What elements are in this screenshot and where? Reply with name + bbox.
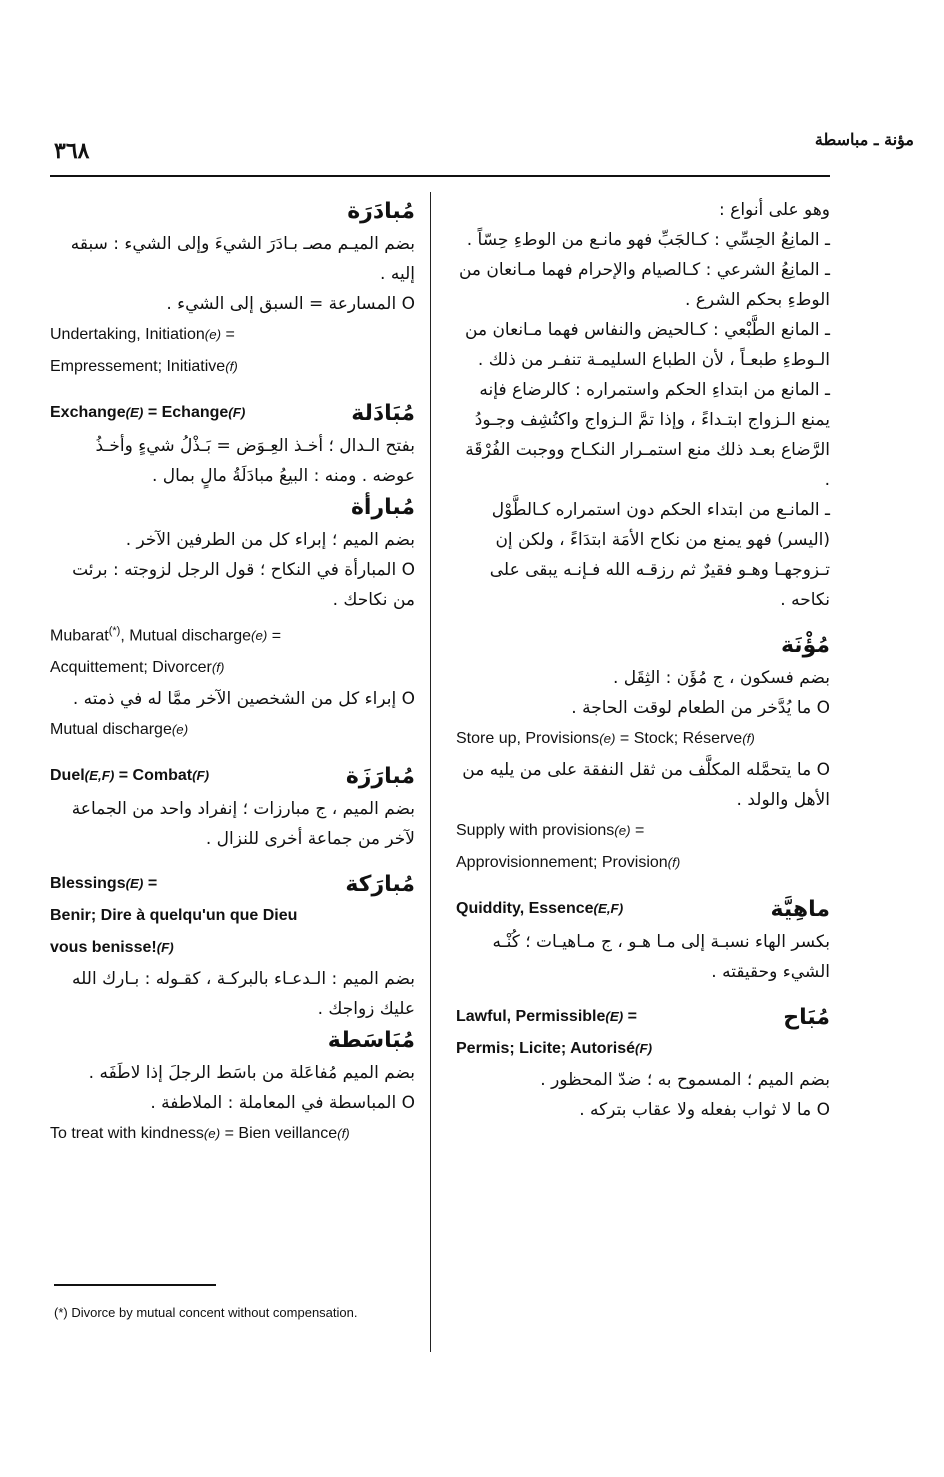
headword-mubasata: مُبَاسَطة [327,1028,415,1054]
gloss: بضم الميم ؛ إبراء كل من الطرفين الآخر . [125,530,415,550]
paragraph: ـ المانـع من ابتداء الحكم دون استمراره كـالطَّوْل (اليسر) فهو يمنع من نكاح الأمَة ابتدَاءً ، ولكن إن تـزوجهـا وهـو فقيرٌ ثم رزقـه الله فـإنـه يبقى على نكاحه . [489,500,830,610]
gloss: بضم الميم ، ج مبارزات ؛ إنفراد واحد من الجماعة لآخر من جماعة أخرى للنزال . [71,799,415,850]
running-title: مؤنة ـ مباسطة [814,130,914,149]
gloss: بضم فسكون ، ج مُؤَن : الثِقَل . [612,668,830,688]
french-equivalent: Benir; Dire à quelqu'un que Dieu [50,907,298,925]
french-equivalent: Acquittement; Divorcer(f) [50,659,225,677]
headword-muna: مُؤْنَة [780,633,830,658]
headword-mubadara: مُبادَرَة [347,199,415,224]
english-equivalent: Mubarat(*), Mutual discharge(e) = [50,625,282,645]
entry-mubadala [50,397,415,431]
french-equivalent: Empressement; Initiative(f) [50,358,238,375]
footnote-rule [54,1284,216,1286]
paragraph: ـ المانِعُ الشرعي : كـالصيام والإحرام فهما مـانعان من الوطءِ بحكم الشرع . [458,260,830,310]
paragraph: ـ المانع من ابتداءِ الحكم واستمراره : كالرضاع فإنه يمنع الـزواج ابتـداءً ، وإذا تمَّ الـزواج واكتُشِف وجـودُ الرَّضاع بعـد ذلك منع استمـرار النكـاح ووجبت الفُرْقَة . [465,380,830,490]
headword-mubadala: مُبَادَلة [351,401,415,426]
headword-mubaraa: مُبارأة [350,495,415,520]
footnote: (*) Divorce by mutual concent without compensation. [54,1305,358,1320]
definition: O ما يتحمَّله المكلَّف من ثقل النفقة على من يليه من الأهل والولد . [456,755,830,815]
gloss: بفتح الـدال ؛ أخـذ العِـوَض = بَـذْلُ شيءٍ وأخـذُ عوضه . ومنه : البيعُ مبادَلَةُ مالٍ بمال . [95,436,415,486]
definition: O المباسطة في المعاملة : الملاطفة . [50,1088,415,1118]
entry-mubah [456,1001,830,1065]
paragraph: ـ المانع الطَّبْعي : كـالحيض والنفاس فهما مـانعان من الـوطءِ طبعـاً ، لأن الطباع السليمـة تنفـر من ذلك . [465,320,830,370]
english-equivalent: Blessings(E) = [50,875,158,893]
english-equivalent: Lawful, Permissible(E) = [456,1008,637,1025]
gloss: بضم الميم مُفاعَلة من باسَط الرجلَ إذا لاطَفَه . [88,1063,415,1084]
gloss: بضم الميم : الـدعـاء بالبركـة ، كقـوله : بـارك الله عليك زواجك . [72,969,415,1020]
headword-mubah: مُبَاح [783,1005,830,1030]
definition: O المبارأة في النكاح ؛ قول الرجل لزوجته : برئت من نكاحك . [50,555,415,615]
definition: O المسارعة = السبق إلى الشيء . [50,289,415,319]
gloss: بضم الميم ؛ المسموح به ؛ ضدّ المحظور . [540,1070,830,1090]
french-equivalent: Permis; Licite; Autorisé(F) [456,1040,653,1057]
entry-mubaraka [50,868,415,964]
paragraph: ـ المانِعُ الحِسِّي : كـالجَبِّ فهو مانـع من الوطءِ حِسّاً . [466,230,830,250]
headword-mubaraza: مُبارَزَة [345,764,415,790]
definition: O إبراء كل من الشخصين الآخر ممَّا له في ذمته . [50,684,415,714]
english-equivalent: Supply with provisions(e) = [456,822,645,839]
headword-mahiyya: ماهِيَّة [770,897,830,922]
english-equivalent: Undertaking, Initiation(e) = [50,326,235,343]
page-number: ٣٦٨ [54,138,90,164]
french-equivalent: Approvisionnement; Provision(f) [456,854,681,871]
english-equivalent: Mutual discharge(e) [50,721,189,739]
left-column [50,195,415,1150]
column-divider [430,192,431,1352]
entry-mahiyya [456,893,830,927]
gloss: بضم الميـم مصـ بـادَرَ الشيءَ وإلى الشيء : سبقه إليه . [70,234,415,284]
headword-mubaraka: مُبارَكة [345,872,415,898]
english-equivalent: Quiddity, Essence(E,F) [456,900,624,917]
english-equivalent: Exchange(E) = Echange(F) [50,404,246,421]
header-rule [50,175,830,177]
definition: O ما يُدَّخر من الطعام لوقت الحاجة . [456,693,830,723]
intro-text: وهو على أنواع : [719,200,830,220]
definition: O ما لا ثواب بفعله ولا عقاب بتركه . [456,1095,830,1125]
french-equivalent: vous benisse!(F) [50,939,174,957]
right-column [456,195,830,1125]
english-equivalent: To treat with kindness(e) = Bien veillance(f) [50,1125,350,1143]
gloss: بكسر الهاء نسبـة إلى مـا هـو ، ج مـاهيـات ؛ كُنْـه الشيء وحقيقته . [492,932,830,982]
english-equivalent: Duel(E,F) = Combat(F) [50,767,210,785]
english-equivalent: Store up, Provisions(e) = Stock; Réserve(f) [456,730,755,747]
entry-mubaraza [50,760,415,794]
